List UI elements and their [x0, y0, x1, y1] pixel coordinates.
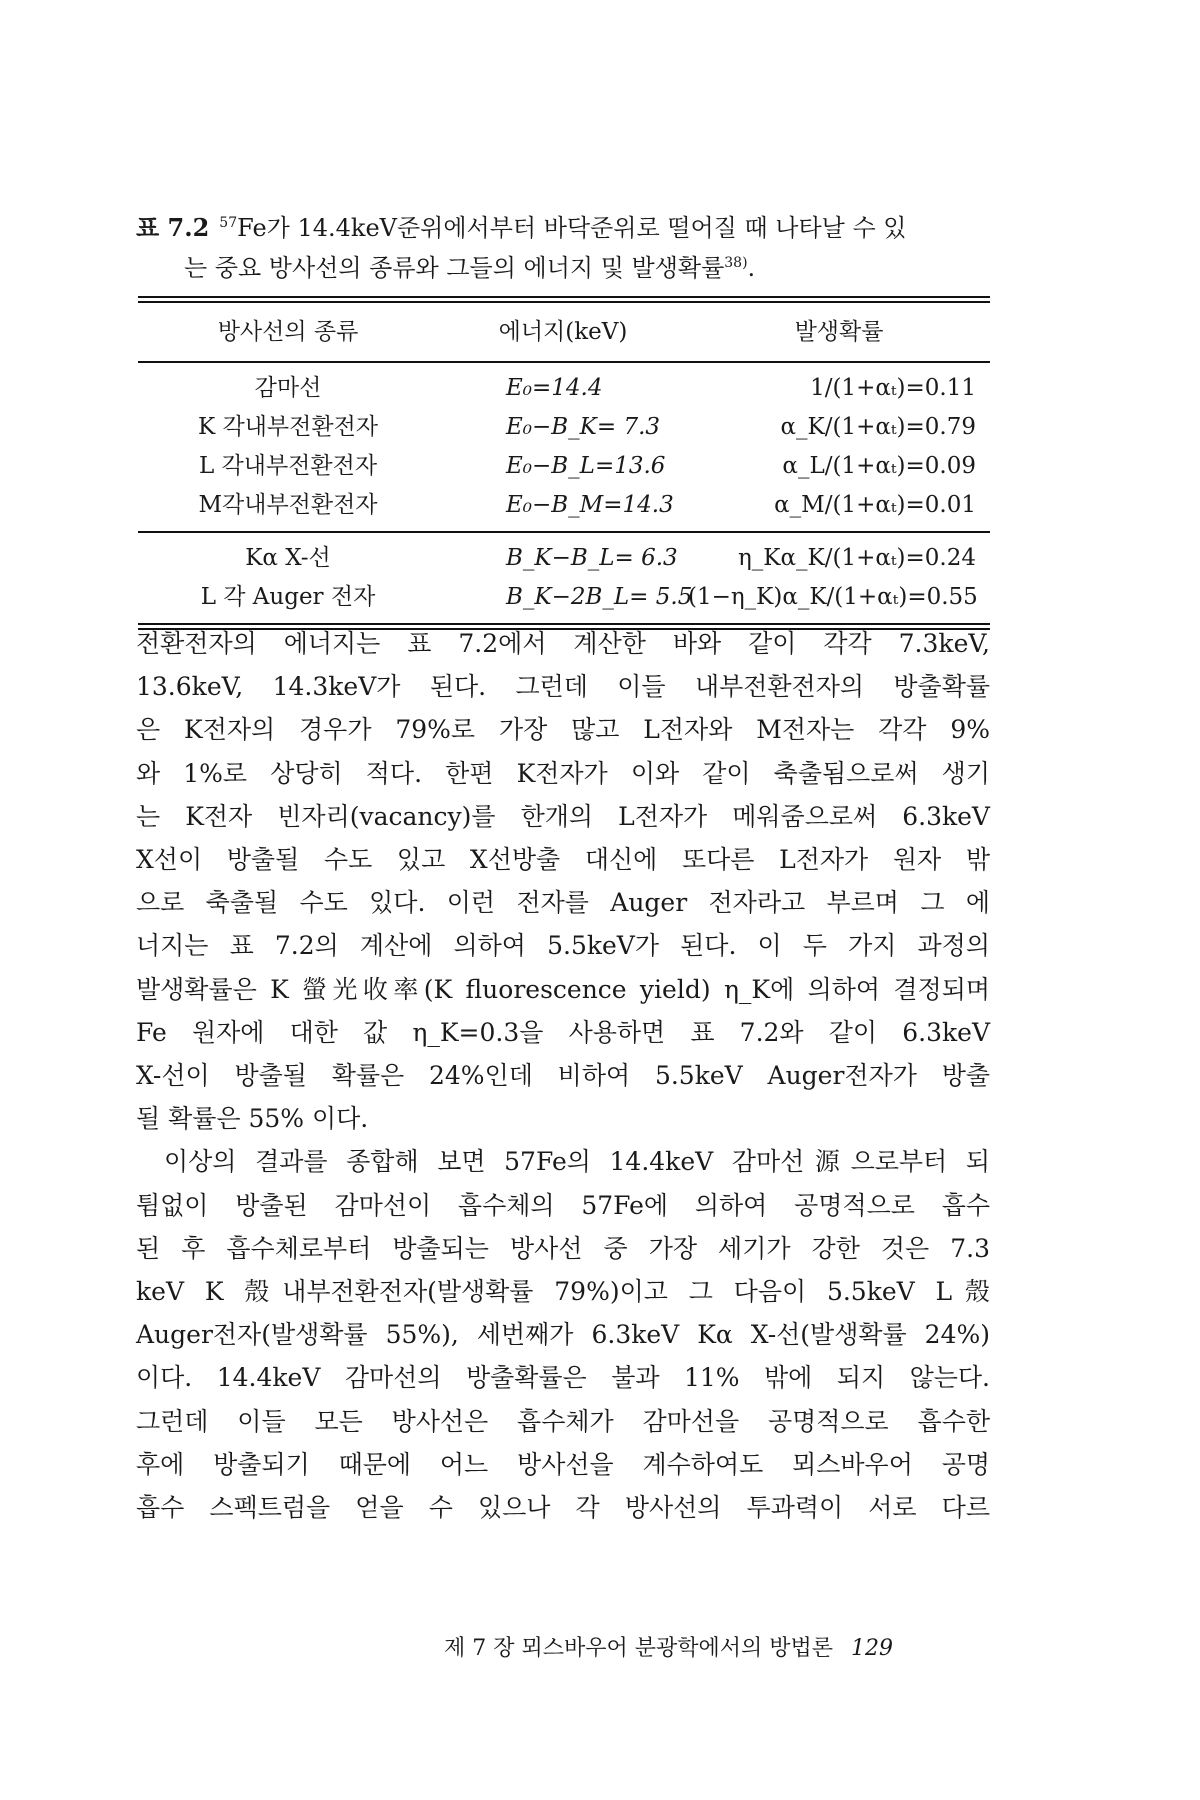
text-line: 는 K전자 빈자리(vacancy)를 한개의 L전자가 메워줌으로써 6.3keV — [136, 801, 990, 831]
cell-energy: E₀−B_L=13.6 — [506, 453, 666, 479]
isotope-mass: 57 — [219, 215, 238, 231]
paragraph-2 — [136, 1140, 990, 1529]
paragraph-1 — [136, 622, 990, 1140]
text-line: 너지는 표 7.2의 계산에 의하여 5.5keV가 된다. 이 두 가지 과정의 — [136, 931, 990, 961]
cell-type: K 각내부전환전자 — [197, 414, 379, 440]
header-energy: 에너지(keV) — [498, 319, 628, 345]
cell-energy: B_K−2B_L= 5.5 — [506, 584, 693, 610]
text-line: Auger전자(발생확률 55%), 세번째가 6.3keV Kα X-선(발생확률 24%) — [136, 1320, 990, 1350]
table-group-2 — [138, 533, 990, 623]
table-row — [138, 486, 990, 525]
caption-text-1: Fe가 14.4keV준위에서부터 바닥준위로 떨어질 때 나타날 수 있 — [237, 214, 907, 242]
table-top-rule — [138, 296, 990, 303]
caption-line-2 — [136, 248, 986, 288]
cell-probability: α_M/(1+αₜ)=0.01 — [774, 492, 976, 518]
table-label: 표 7.2 — [136, 213, 210, 242]
text-line: 튐없이 방출된 감마선이 흡수체의 57Fe에 의하여 공명적으로 흡수 — [136, 1190, 990, 1220]
cell-probability: α_K/(1+αₜ)=0.79 — [780, 414, 976, 440]
text-line: X-선이 방출될 확률은 24%인데 비하여 5.5keV Auger전자가 방출 — [136, 1061, 990, 1091]
table-header-row — [138, 303, 990, 361]
cell-type: L 각 Auger 전자 — [200, 584, 376, 610]
header-probability: 발생확률 — [794, 319, 884, 345]
running-footer — [444, 1634, 964, 1664]
caption-period: . — [747, 254, 756, 282]
table-group-1 — [138, 363, 990, 531]
text-line: Fe 원자에 대한 값 η_K=0.3을 사용하면 표 7.2와 같이 6.3keV — [136, 1017, 990, 1047]
cell-energy: E₀−B_M=14.3 — [506, 492, 674, 518]
header-type: 방사선의 종류 — [217, 319, 359, 345]
text-line: 된 후 흡수체로부터 방출되는 방사선 중 가장 세기가 강한 것은 7.3 — [136, 1233, 990, 1263]
table-caption — [136, 208, 986, 288]
body-text — [136, 622, 990, 1529]
cell-type: M각내부전환전자 — [198, 492, 378, 518]
table-row — [138, 539, 990, 578]
table-row — [138, 578, 990, 617]
text-line: 이상의 결과를 종합해 보면 57Fe의 14.4keV 감마선源으로부터 되 — [164, 1147, 990, 1177]
text-line: 될 확률은 55% 이다. — [136, 1104, 369, 1134]
text-line: 와 1%로 상당히 적다. 한편 K전자가 이와 같이 축출됨으로써 생기 — [136, 758, 990, 788]
chapter-title: 제 7 장 뫼스바우어 분광학에서의 방법론 — [444, 1636, 833, 1661]
text-line: 발생확률은 K 螢光收率(K fluorescence yield) η_K에 의하여 결정되며 — [136, 974, 990, 1004]
cell-type: L 각내부전환전자 — [198, 453, 378, 479]
text-line: 흡수 스펙트럼을 얻을 수 있으나 각 방사선의 투과력이 서로 다르 — [136, 1493, 990, 1523]
cell-probability: η_Kα_K/(1+αₜ)=0.24 — [738, 545, 976, 571]
text-line: 으로 축출될 수도 있다. 이런 전자를 Auger 전자라고 부르며 그 에 — [136, 888, 990, 918]
caption-text-2: 는 중요 방사선의 종류와 그들의 에너지 및 발생확률 — [184, 254, 725, 282]
text-line: 후에 방출되기 때문에 어느 방사선을 계수하여도 뫼스바우어 공명 — [136, 1449, 990, 1479]
cell-probability: 1/(1+αₜ)=0.11 — [810, 375, 976, 401]
text-line: 그런데 이들 모든 방사선은 흡수체가 감마선을 공명적으로 흡수한 — [136, 1406, 990, 1436]
cell-type: Kα X-선 — [245, 545, 331, 571]
reference-mark: 38) — [724, 255, 748, 271]
cell-energy: E₀−B_K= 7.3 — [506, 414, 661, 440]
table-row — [138, 447, 990, 486]
text-line: X선이 방출될 수도 있고 X선방출 대신에 또다른 L전자가 원자 밖 — [136, 845, 990, 875]
table-row — [138, 408, 990, 447]
text-line: 전환전자의 에너지는 표 7.2에서 계산한 바와 같이 각각 7.3keV, — [136, 629, 990, 658]
radiation-table — [138, 296, 990, 630]
text-line: 은 K전자의 경우가 79%로 가장 많고 L전자와 M전자는 각각 9% — [136, 715, 990, 745]
cell-probability: α_L/(1+αₜ)=0.09 — [782, 453, 976, 479]
cell-energy: E₀=14.4 — [506, 375, 603, 401]
text-line: keV K 殼내부전환전자(발생확률 79%)이고 그 다음이 5.5keV L殼 — [136, 1277, 990, 1307]
caption-line-1 — [136, 208, 986, 248]
text-line: 13.6keV, 14.3keV가 된다. 그런데 이들 내부전환전자의 방출확률 — [136, 672, 990, 702]
page-number: 129 — [851, 1636, 893, 1661]
cell-energy: B_K−B_L= 6.3 — [506, 545, 678, 571]
table-row — [138, 369, 990, 408]
cell-probability: (1−η_K)α_K/(1+αₜ)=0.55 — [688, 584, 978, 610]
cell-type: 감마선 — [254, 375, 322, 401]
text-line: 이다. 14.4keV 감마선의 방출확률은 불과 11% 밖에 되지 않는다. — [136, 1363, 990, 1393]
